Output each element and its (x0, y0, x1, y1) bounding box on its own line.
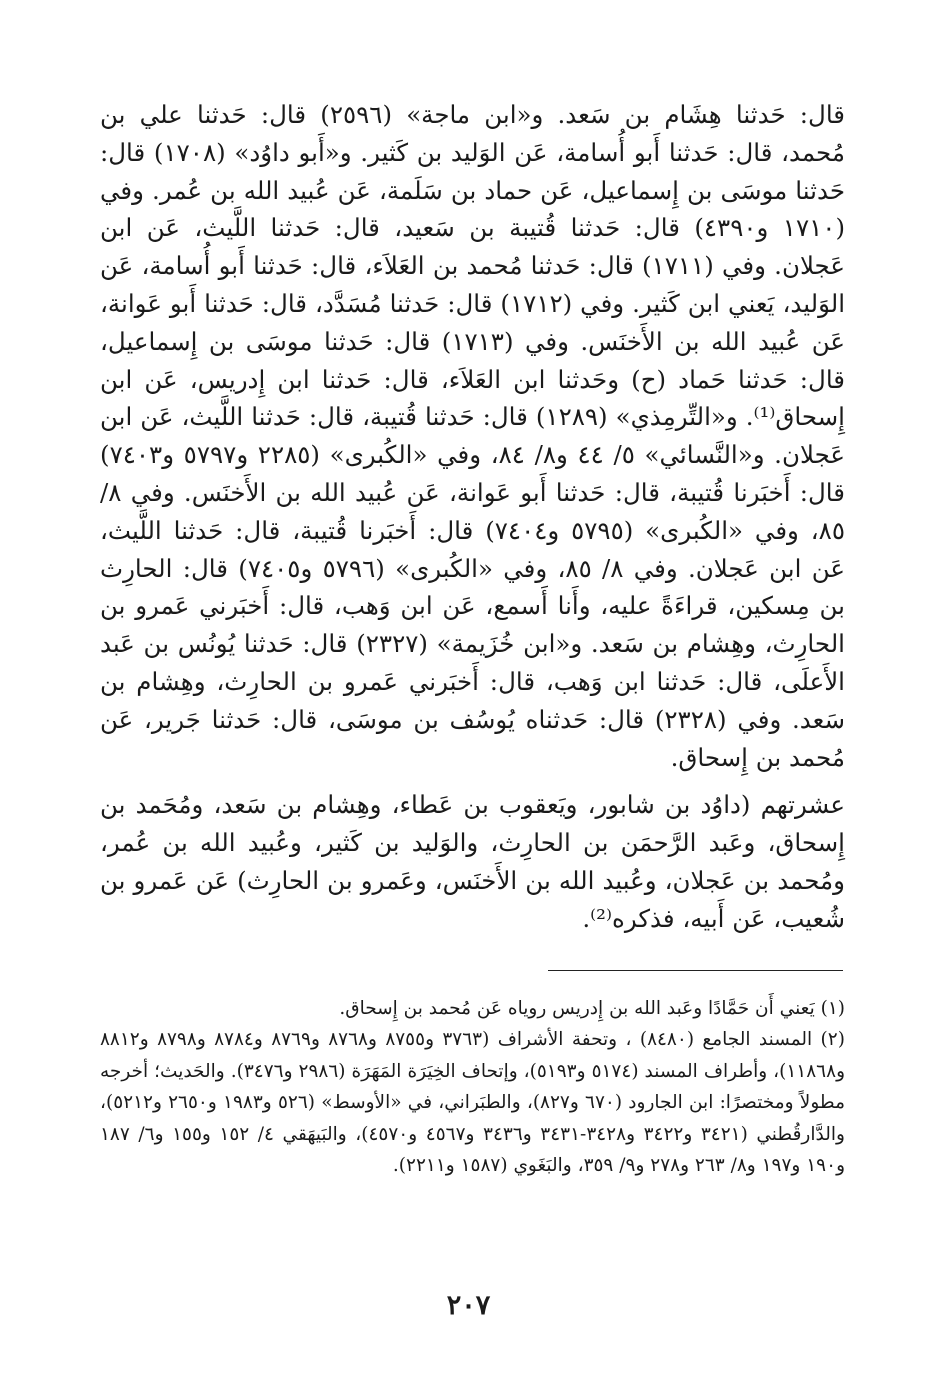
narrators-summary-paragraph: عشرتهم (داوُد بن شابور، ويَعقوب بن عَطاء، وهِشام بن سَعد، ومُحَمد بن إِسحاق، وعَبد الرَّحمَن بن الحارِث، والوَليد بن كَثير، وعُبيد الله بن عُمر، ومُحمد بن عَجلان، وعُبيد الله بن الأَخنَس، وعَمرو بن الحارِث) عَن عَمرو بن شُعيب، عَن أَبيه، فذكره⁽²⁾. (100, 790, 845, 933)
footnote-separator (548, 970, 843, 971)
footnotes (100, 993, 845, 1181)
footnote-1: (١) يَعني أَن حَمَّادًا وعَبد الله بن إِدريس روياه عَن مُحمد بن إِسحاق. (339, 998, 845, 1019)
main-text (100, 96, 845, 938)
hadith-chain-paragraph: قال: حَدثنا هِشَام بن سَعد. و«ابن ماجة» (٢٥٩٦) قال: حَدثنا علي بن مُحمد، قال: حَدثنا أَبو أُسامة، عَن الوَليد بن كَثير. و«أَبو داوُد» (١٧٠٨) قال: حَدثنا موسَى بن إِسماعيل، عَن حماد بن سَلَمة، عَن عُبيد الله بن عُمر. وفي (١٧١٠ و٤٣٩٠) قال: حَدثنا قُتيبة بن سَعيد، قال: حَدثنا اللَّيث، عَن ابن عَجلان. وفي (١٧١١) قال: حَدثنا مُحمد بن العَلاَء، قال: حَدثنا أَبو أُسامة، عَن الوَليد، يَعني ابن كَثير. وفي (١٧١٢) قال: حَدثنا مُسَدَّد، قال: حَدثنا أَبو عَوانة، عَن عُبيد الله بن الأَخنَس. وفي (١٧١٣) قال: حَدثنا موسَى بن إِسماعيل، قال: حَدثنا حَماد (ح) وحَدثنا ابن العَلاَء، قال: حَدثنا ابن إِدريس، عَن ابن إِسحاق⁽¹⁾. و«التِّرمِذي» (١٢٨٩) قال: حَدثنا قُتيبة، قال: حَدثنا اللَّيث، عَن ابن عَجلان. و«النَّسائي» ٥/ ٤٤ و٨/ ٨٤، وفي «الكُبرى» (٢٢٨٥ و٥٧٩٧ و٧٤٠٣) قال: أَخبَرنا قُتيبة، قال: حَدثنا أَبو عَوانة، عَن عُبيد الله بن الأَخنَس. وفي ٨/ ٨٥، وفي «الكُبرى» (٥٧٩٥ و٧٤٠٤) قال: أَخبَرنا قُتيبة، قال: حَدثنا اللَّيث، عَن ابن عَجلان. وفي ٨/ ٨٥، وفي «الكُبرى» (٥٧٩٦ و٧٤٠٥) قال: الحارِث بن مِسكين، قراءَةً عليه، وأَنا أَسمع، عَن ابن وَهب، قال: أَخبَرني عَمرو بن الحارِث، وهِشام بن سَعد. و«ابن خُزَيمة» (٢٣٢٧) قال: حَدثنا يُونُس بن عَبد الأَعلَى، قال: حَدثنا ابن وَهب، قال: أَخبَرني عَمرو بن الحارِث، وهِشام بن سَعد. وفي (٢٣٢٨) قال: حَدثناه يُوسُف بن موسَى، قال: حَدثنا جَرير، عَن مُحمد بن إِسحاق. (100, 100, 846, 772)
page-number: ٢٠٧ (446, 1290, 491, 1321)
footnote-2: (٢) المسند الجامع (٨٤٨٠) ، وتحفة الأشراف (٣٧٦٣ و٨٧٥٥ و٨٧٦٨ و٨٧٦٩ و٨٧٨٤ و٨٧٩٨ و٨٨١٢ و١١٨٦٨)، وأطراف المسند (٥١٧٤ و٥١٩٣)، وإتحاف الخِيَرَة المَهَرَة (٢٩٨٦ و٣٤٧٦). والحَديث؛ أخرجه مطولاً ومختصرًا: ابن الجارود (٦٧٠ و٨٢٧)، والطبَراني، في «الأوسط» (٥٢٦ و١٩٨٣ و٢٦٥٠ و٥٢١٢)، والدَّارقُطني (٣٤٢١ و٣٤٢٢ و٣٤٢٨-٣٤٣١ و٣٤٣٦ و٤٥٦٧ و٤٥٧٠)، والبَيهَقي ٤/ ١٥٢ و١٥٥ و٦/ ١٨٧ و١٩٠ و١٩٧ و٨/ ٢٦٣ و٢٧٨ و٩/ ٣٥٩، والبَغَوي (١٥٨٧ و٢٢١١). (100, 1029, 845, 1177)
